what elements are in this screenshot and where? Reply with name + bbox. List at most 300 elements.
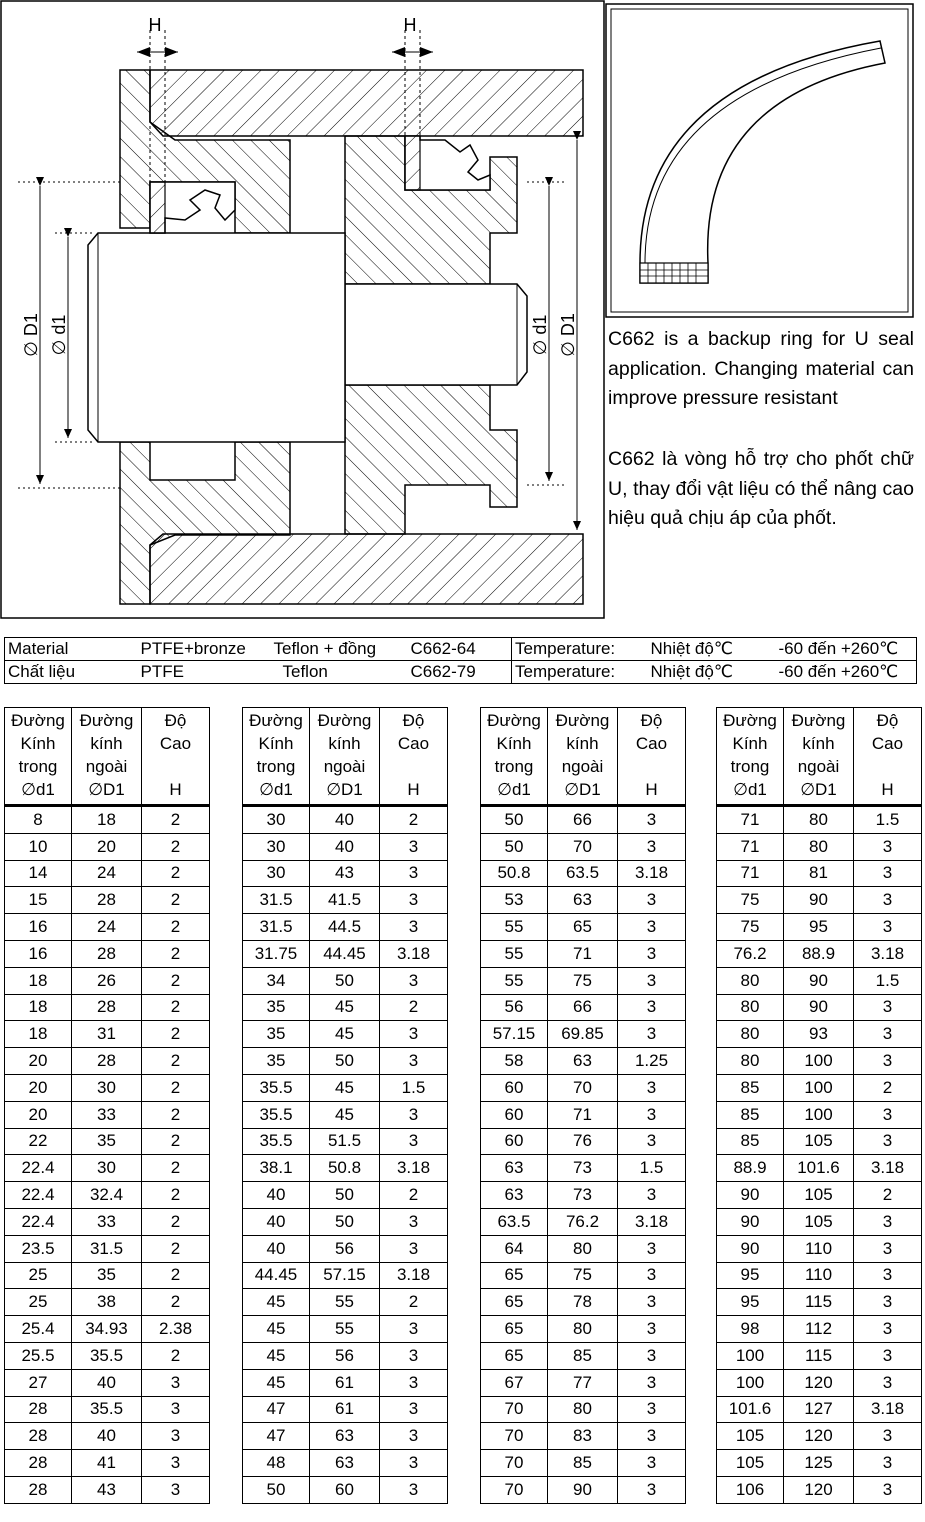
outer-diameter-cell: 85 (548, 1342, 618, 1369)
height-cell: 2 (142, 940, 210, 967)
outer-diameter-cell: 20 (72, 833, 142, 860)
height-cell: 2 (142, 1101, 210, 1128)
height-cell: 3.18 (380, 1262, 448, 1289)
header-line: trong (18, 757, 58, 776)
inner-diameter-cell: 56 (481, 994, 548, 1021)
outer-diameter-cell: 101.6 (784, 1155, 854, 1182)
table-row (243, 1235, 448, 1262)
table-header (5, 708, 210, 806)
height-cell: 2 (142, 1128, 210, 1155)
outer-diameter-cell: 35.5 (72, 1342, 142, 1369)
table-row (243, 967, 448, 994)
outer-diameter-cell: 80 (548, 1316, 618, 1343)
height-cell: 3 (854, 1235, 922, 1262)
header-line (380, 755, 447, 778)
outer-diameter-cell: 24 (72, 914, 142, 941)
height-cell: 3 (618, 1074, 686, 1101)
outer-diameter-cell: 45 (310, 994, 380, 1021)
inner-diameter-cell: 76.2 (717, 940, 784, 967)
outer-diameter-cell: 90 (548, 1476, 618, 1503)
outer-diameter-cell: 115 (784, 1289, 854, 1316)
height-cell: 3 (618, 1369, 686, 1396)
header-col1 (481, 708, 548, 806)
height-cell: 3 (854, 914, 922, 941)
header-line: ngoài (85, 757, 128, 776)
table-row (5, 887, 210, 914)
outer-diameter-cell: 61 (310, 1396, 380, 1423)
inner-diameter-cell: 40 (243, 1208, 310, 1235)
height-cell: 3 (618, 967, 686, 994)
outer-diameter-cell: 105 (784, 1128, 854, 1155)
height-cell: 1.5 (618, 1155, 686, 1182)
inner-diameter-cell: 40 (243, 1182, 310, 1209)
height-cell: 2 (142, 1235, 210, 1262)
inner-diameter-cell: 55 (481, 914, 548, 941)
outer-diameter-cell: 41.5 (310, 887, 380, 914)
height-cell: 1.5 (854, 967, 922, 994)
table-row (5, 967, 210, 994)
header-line: Đường (723, 711, 777, 730)
shaft (88, 233, 345, 442)
inner-diameter-cell: 55 (481, 940, 548, 967)
height-cell: 3 (854, 833, 922, 860)
inner-diameter-cell: 22 (5, 1128, 72, 1155)
height-cell: 3 (854, 1021, 922, 1048)
table-row (481, 1208, 686, 1235)
table-row (481, 833, 686, 860)
outer-diameter-cell: 110 (784, 1235, 854, 1262)
height-cell: 3 (854, 1369, 922, 1396)
table-row (243, 1182, 448, 1209)
outer-diameter-cell: 38 (72, 1289, 142, 1316)
table-row (243, 860, 448, 887)
inner-diameter-cell: 45 (243, 1316, 310, 1343)
inner-diameter-cell: 8 (5, 806, 72, 834)
height-cell: 3 (854, 994, 922, 1021)
inner-diameter-cell: 85 (717, 1074, 784, 1101)
header-col1 (5, 708, 72, 806)
table-row (243, 1074, 448, 1101)
header-line: Đường (791, 711, 846, 730)
table-row (481, 1396, 686, 1423)
outer-diameter-cell: 80 (784, 833, 854, 860)
outer-diameter-cell: 90 (784, 887, 854, 914)
inner-diameter-cell: 70 (481, 1476, 548, 1503)
height-cell: 2 (142, 833, 210, 860)
height-cell: 3 (618, 887, 686, 914)
header-col3 (618, 708, 686, 806)
piston-lower (345, 385, 517, 534)
height-cell: 2 (380, 806, 448, 834)
inner-diameter-cell: 98 (717, 1316, 784, 1343)
inner-diameter-cell: 105 (717, 1423, 784, 1450)
header-line: ∅D1 (800, 780, 837, 799)
outer-diameter-cell: 44.45 (310, 940, 380, 967)
table-row (717, 1208, 922, 1235)
outer-diameter-cell: 63 (310, 1450, 380, 1477)
height-cell: 3 (854, 1316, 922, 1343)
height-cell: 3 (380, 1235, 448, 1262)
outer-diameter-cell: 61 (310, 1369, 380, 1396)
header-line: Đường (487, 711, 541, 730)
outer-diameter-cell: 50 (310, 967, 380, 994)
height-cell: 3 (854, 1128, 922, 1155)
header-line: ∅D1 (326, 780, 363, 799)
inner-diameter-cell: 80 (717, 994, 784, 1021)
inner-diameter-cell: 70 (481, 1450, 548, 1477)
table-row (5, 1021, 210, 1048)
table-row (481, 1342, 686, 1369)
inner-diameter-cell: 31.5 (243, 887, 310, 914)
height-cell: 3 (142, 1423, 210, 1450)
header-line: trong (730, 757, 770, 776)
table-row (717, 1182, 922, 1209)
table-row (717, 1476, 922, 1503)
inner-diameter-cell: 35 (243, 1048, 310, 1075)
inner-diameter-cell: 28 (5, 1476, 72, 1503)
outer-diameter-cell: 88.9 (784, 940, 854, 967)
outer-diameter-cell: 30 (72, 1074, 142, 1101)
header-col2 (784, 708, 854, 806)
height-cell: 2 (854, 1182, 922, 1209)
outer-diameter-cell: 83 (548, 1423, 618, 1450)
outer-diameter-cell: 80 (784, 806, 854, 834)
outer-diameter-cell: 120 (784, 1476, 854, 1503)
table-row (717, 1128, 922, 1155)
inner-diameter-cell: 58 (481, 1048, 548, 1075)
outer-diameter-cell: 40 (72, 1423, 142, 1450)
table-row (717, 1235, 922, 1262)
inner-diameter-cell: 80 (717, 1021, 784, 1048)
height-cell: 3 (618, 1182, 686, 1209)
outer-diameter-cell: 78 (548, 1289, 618, 1316)
table-row (481, 1155, 686, 1182)
outer-diameter-cell: 40 (310, 833, 380, 860)
table-row (5, 1128, 210, 1155)
inner-diameter-cell: 38.1 (243, 1155, 310, 1182)
outer-diameter-cell: 90 (784, 967, 854, 994)
size-table-3 (480, 707, 686, 1504)
inner-diameter-cell: 22.4 (5, 1182, 72, 1209)
height-cell: 3 (142, 1476, 210, 1503)
height-cell: 3 (380, 1476, 448, 1503)
inner-diameter-cell: 31.5 (243, 914, 310, 941)
table-row (5, 940, 210, 967)
table-row (717, 1048, 922, 1075)
table-row (243, 887, 448, 914)
height-cell: 3 (380, 1396, 448, 1423)
table-row (481, 1074, 686, 1101)
outer-diameter-cell: 73 (548, 1182, 618, 1209)
table-row (5, 994, 210, 1021)
inner-diameter-cell: 25.5 (5, 1342, 72, 1369)
outer-diameter-cell: 73 (548, 1155, 618, 1182)
table-row (5, 1262, 210, 1289)
header-line: ngoài (797, 757, 840, 776)
label-D1-right: ∅ D1 (558, 313, 578, 357)
table-row (717, 887, 922, 914)
height-cell: 3 (618, 1396, 686, 1423)
inner-diameter-cell: 50 (481, 833, 548, 860)
inner-diameter-cell: 55 (481, 967, 548, 994)
table-row (243, 940, 448, 967)
inner-diameter-cell: 27 (5, 1369, 72, 1396)
header-line: Đường (249, 711, 303, 730)
inner-diameter-cell: 20 (5, 1074, 72, 1101)
outer-diameter-cell: 85 (548, 1450, 618, 1477)
outer-diameter-cell: 35.5 (72, 1396, 142, 1423)
table-row (5, 1074, 210, 1101)
height-cell: 3 (380, 1101, 448, 1128)
height-cell: 3 (142, 1396, 210, 1423)
table-row (717, 833, 922, 860)
inner-diameter-cell: 25 (5, 1262, 72, 1289)
outer-diameter-cell: 55 (310, 1289, 380, 1316)
height-cell: 3.18 (854, 1155, 922, 1182)
height-cell: 3 (618, 1450, 686, 1477)
inner-diameter-cell: 100 (717, 1342, 784, 1369)
table-row (717, 967, 922, 994)
table-row (243, 1155, 448, 1182)
material-table (4, 637, 917, 684)
inner-diameter-cell: 63 (481, 1182, 548, 1209)
outer-diameter-cell: 71 (548, 940, 618, 967)
height-cell: 3 (380, 967, 448, 994)
table-row (5, 1450, 210, 1477)
table-row (5, 1396, 210, 1423)
label-h-right: H (403, 15, 417, 35)
height-cell: 2 (142, 860, 210, 887)
outer-diameter-cell: 70 (548, 1074, 618, 1101)
height-cell: 2 (142, 1289, 210, 1316)
height-cell: 2 (142, 806, 210, 834)
inner-diameter-cell: 28 (5, 1423, 72, 1450)
outer-diameter-cell: 40 (310, 806, 380, 834)
height-cell: 3 (854, 1208, 922, 1235)
inner-diameter-cell: 30 (243, 833, 310, 860)
outer-diameter-cell: 43 (72, 1476, 142, 1503)
height-cell: 3 (618, 806, 686, 834)
height-cell: 3 (854, 1289, 922, 1316)
inner-diameter-cell: 35.5 (243, 1074, 310, 1101)
height-cell: 3 (618, 1101, 686, 1128)
inner-diameter-cell: 50 (481, 806, 548, 834)
inner-diameter-cell: 35 (243, 994, 310, 1021)
inner-diameter-cell: 28 (5, 1450, 72, 1477)
header-line: Độ (640, 711, 663, 730)
table-row (243, 1208, 448, 1235)
height-cell: 3 (618, 1262, 686, 1289)
outer-diameter-cell: 100 (784, 1048, 854, 1075)
header-line: Cao (159, 734, 192, 753)
label-d1-right: ∅ d1 (530, 314, 550, 356)
outer-diameter-cell: 33 (72, 1101, 142, 1128)
header-line: ∅d1 (733, 780, 767, 799)
inner-diameter-cell: 60 (481, 1128, 548, 1155)
table-row (481, 1262, 686, 1289)
outer-diameter-cell: 26 (72, 967, 142, 994)
outer-diameter-cell: 63 (310, 1423, 380, 1450)
inner-diameter-cell: 35.5 (243, 1128, 310, 1155)
header-col3 (380, 708, 448, 806)
outer-diameter-cell: 50.8 (310, 1155, 380, 1182)
header-line: kính (566, 734, 599, 753)
backup-ring-right (405, 136, 420, 190)
outer-diameter-cell: 90 (784, 994, 854, 1021)
height-cell: 3 (854, 1342, 922, 1369)
inner-diameter-cell: 65 (481, 1342, 548, 1369)
header-line: kính (328, 734, 361, 753)
table-row (717, 1155, 922, 1182)
height-cell: 3 (380, 1128, 448, 1155)
table-row (717, 1396, 922, 1423)
inner-diameter-cell: 60 (481, 1101, 548, 1128)
header-line: Kính (732, 734, 768, 753)
outer-diameter-cell: 32.4 (72, 1182, 142, 1209)
inner-diameter-cell: 25 (5, 1289, 72, 1316)
table-row (5, 1101, 210, 1128)
header-line: ∅D1 (564, 780, 601, 799)
header-line: Đường (11, 711, 65, 730)
header-line (142, 755, 209, 778)
table-row (717, 1450, 922, 1477)
height-cell: 3.18 (380, 1155, 448, 1182)
size-table-2 (242, 707, 448, 1504)
height-cell: 2 (142, 1182, 210, 1209)
outer-diameter-cell: 100 (784, 1074, 854, 1101)
inner-diameter-cell: 80 (717, 1048, 784, 1075)
height-cell: 2 (380, 994, 448, 1021)
table-row (481, 1369, 686, 1396)
inner-diameter-cell: 71 (717, 806, 784, 834)
height-cell: 3.18 (854, 940, 922, 967)
outer-diameter-cell: 51.5 (310, 1128, 380, 1155)
table-row (717, 806, 922, 834)
header-col2 (310, 708, 380, 806)
inner-diameter-cell: 18 (5, 1021, 72, 1048)
outer-diameter-cell: 76 (548, 1128, 618, 1155)
table-row (243, 994, 448, 1021)
outer-diameter-cell: 28 (72, 994, 142, 1021)
height-cell: 3 (854, 1423, 922, 1450)
table-row (243, 1316, 448, 1343)
table-row (243, 1262, 448, 1289)
outer-diameter-cell: 34.93 (72, 1316, 142, 1343)
height-cell: 1.25 (618, 1048, 686, 1075)
height-cell: 3 (854, 1450, 922, 1477)
inner-diameter-cell: 85 (717, 1101, 784, 1128)
height-cell: 3 (854, 1262, 922, 1289)
table-row (481, 914, 686, 941)
table-row (5, 860, 210, 887)
table-header (481, 708, 686, 806)
table-row (243, 1289, 448, 1316)
inner-diameter-cell: 25.4 (5, 1316, 72, 1343)
inner-diameter-cell: 22.4 (5, 1208, 72, 1235)
table-row (5, 1155, 210, 1182)
outer-diameter-cell: 120 (784, 1423, 854, 1450)
table-row (5, 1208, 210, 1235)
height-cell: 3.18 (618, 1208, 686, 1235)
outer-diameter-cell: 75 (548, 967, 618, 994)
height-cell: 3 (618, 1423, 686, 1450)
inner-diameter-cell: 100 (717, 1369, 784, 1396)
inner-diameter-cell: 106 (717, 1476, 784, 1503)
header-col2 (72, 708, 142, 806)
outer-diameter-cell: 93 (784, 1021, 854, 1048)
material-row: Material PTFE+bronze Teflon + đồng C662-64 Temperature: Nhiệt độ℃ -60 đến +260℃ (5, 638, 917, 661)
rod-right (345, 284, 527, 385)
outer-diameter-cell: 56 (310, 1342, 380, 1369)
size-table-1 (4, 707, 210, 1504)
table-row (717, 1021, 922, 1048)
outer-diameter-cell: 44.5 (310, 914, 380, 941)
outer-diameter-cell: 65 (548, 914, 618, 941)
table-row (5, 1423, 210, 1450)
table-row (717, 1423, 922, 1450)
height-cell: 1.5 (854, 806, 922, 834)
height-cell: 3 (380, 860, 448, 887)
outer-diameter-cell: 35 (72, 1128, 142, 1155)
table-row (5, 1476, 210, 1503)
height-cell: 3 (142, 1450, 210, 1477)
header-line: Cao (397, 734, 430, 753)
table-row (243, 1342, 448, 1369)
housing-bottom (150, 534, 583, 604)
inner-diameter-cell: 10 (5, 833, 72, 860)
inner-diameter-cell: 20 (5, 1101, 72, 1128)
outer-diameter-cell: 18 (72, 806, 142, 834)
header-line: Độ (402, 711, 425, 730)
inner-diameter-cell: 45 (243, 1342, 310, 1369)
inner-diameter-cell: 30 (243, 860, 310, 887)
outer-diameter-cell: 66 (548, 994, 618, 1021)
inner-diameter-cell: 65 (481, 1262, 548, 1289)
height-cell: 3 (380, 833, 448, 860)
table-row (481, 967, 686, 994)
inner-diameter-cell: 20 (5, 1048, 72, 1075)
table-row (5, 914, 210, 941)
height-cell: 3 (618, 1476, 686, 1503)
outer-diameter-cell: 63 (548, 887, 618, 914)
cross-section-drawing (0, 0, 605, 620)
table-row (5, 806, 210, 834)
table-row (717, 1262, 922, 1289)
header-line: H (881, 780, 894, 799)
label-h-left: H (148, 15, 162, 35)
outer-diameter-cell: 41 (72, 1450, 142, 1477)
table-row (481, 1423, 686, 1450)
header-col3 (142, 708, 210, 806)
height-cell: 2 (142, 994, 210, 1021)
table-row (481, 940, 686, 967)
inner-diameter-cell: 45 (243, 1369, 310, 1396)
table-row (481, 1128, 686, 1155)
header-line: kính (802, 734, 835, 753)
header-line: ∅d1 (497, 780, 531, 799)
outer-diameter-cell: 76.2 (548, 1208, 618, 1235)
header-line: Kính (258, 734, 294, 753)
header-line: Độ (164, 711, 187, 730)
header-col3 (854, 708, 922, 806)
inner-diameter-cell: 57.15 (481, 1021, 548, 1048)
table-row (717, 1074, 922, 1101)
height-cell: 2 (142, 1021, 210, 1048)
outer-diameter-cell: 28 (72, 1048, 142, 1075)
inner-diameter-cell: 16 (5, 940, 72, 967)
inner-diameter-cell: 15 (5, 887, 72, 914)
header-col1 (243, 708, 310, 806)
